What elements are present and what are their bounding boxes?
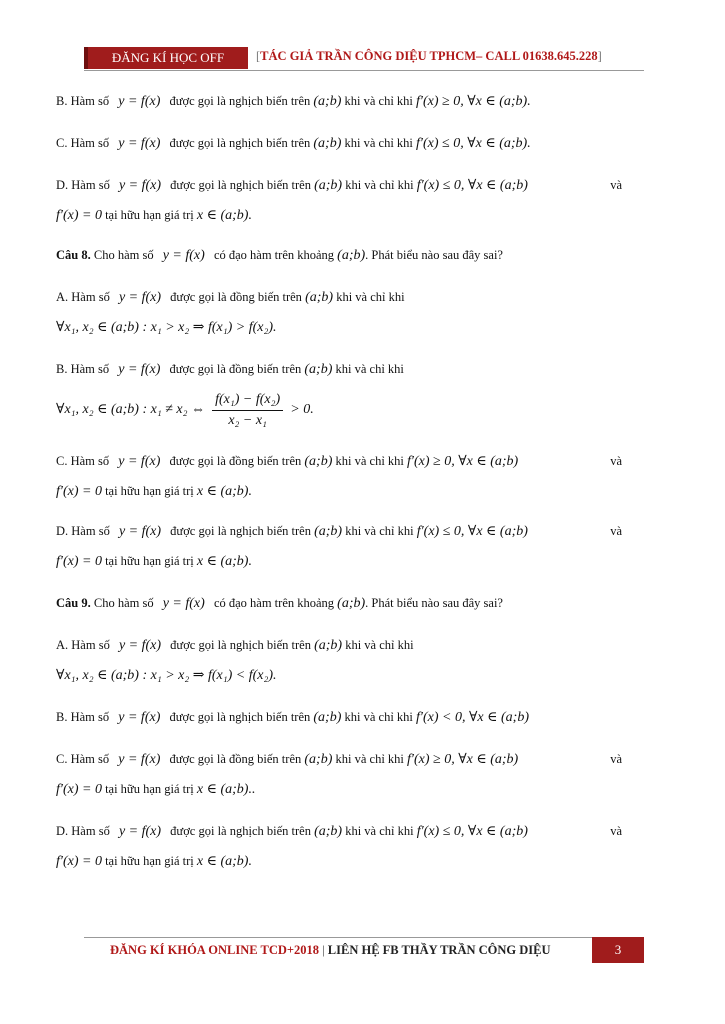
- option-text: khi và chỉ khi: [335, 454, 404, 468]
- q9-option-a: [56, 634, 414, 656]
- math-expr: y = f(x): [118, 178, 162, 193]
- header-bracket-close: ]: [597, 49, 602, 63]
- q9-option-d: [56, 820, 622, 842]
- math-expr: y = f(x): [118, 824, 162, 839]
- q8-option-c: [56, 450, 622, 472]
- option-text: tại hữu hạn giá trị: [105, 208, 194, 222]
- page-header: [84, 47, 644, 71]
- q7-option-d: [56, 174, 622, 196]
- option-text: Hàm số: [71, 524, 110, 538]
- math-expr: (a;b): [314, 824, 343, 839]
- q7-option-d-cont: [56, 204, 252, 226]
- option-text: được gọi là nghịch biến trên: [169, 136, 311, 150]
- option-text: được gọi là đồng biến trên: [169, 454, 302, 468]
- option-text: khi và chỉ khi: [335, 362, 404, 376]
- q9-option-b: [56, 706, 529, 728]
- question-text: Cho hàm số: [93, 596, 154, 610]
- option-text: Hàm số: [71, 178, 110, 192]
- q7-option-c: [56, 132, 531, 154]
- option-letter: B.: [56, 710, 68, 724]
- math-expr: > 0.: [290, 402, 314, 417]
- math-expr: f′(x) = 0: [56, 554, 102, 569]
- question-text: . Phát biểu nào sau đây sai?: [365, 596, 503, 610]
- option-text: được gọi là nghịch biến trên: [169, 710, 311, 724]
- footer-text: [110, 943, 551, 958]
- option-text: khi và chỉ khi: [344, 710, 413, 724]
- math-expr: (a;b): [313, 94, 342, 109]
- math-expr: f′(x) = 0: [56, 208, 102, 223]
- option-text: được gọi là nghịch biến trên: [170, 524, 311, 538]
- math-expr: (a;b): [304, 752, 333, 767]
- math-expr: y = f(x): [162, 596, 205, 611]
- math-expr: f′(x) ≥ 0, ∀x ∈ (a;b): [407, 752, 519, 767]
- math-expr: y = f(x): [162, 248, 205, 263]
- math-expr: y = f(x): [118, 94, 161, 109]
- footer-left: ĐĂNG KÍ KHÓA ONLINE TCD+2018: [110, 943, 320, 957]
- option-text: được gọi là đồng biến trên: [169, 752, 302, 766]
- option-letter: D.: [56, 824, 69, 838]
- math-expr: f′(x) = 0: [56, 484, 102, 499]
- math-expr: (a;b): [337, 596, 366, 611]
- q9-option-d-cont: [56, 850, 252, 872]
- math-expr: (a;b): [313, 136, 342, 151]
- math-expr: f′(x) ≥ 0, ∀x ∈ (a;b): [407, 454, 519, 469]
- option-text: và: [610, 454, 622, 468]
- option-letter: A.: [56, 638, 69, 652]
- header-bracket-open: [: [256, 49, 261, 63]
- math-expr: (a;b): [305, 290, 334, 305]
- option-text: Hàm số: [70, 454, 110, 468]
- math-expr: x ∈ (a;b).: [196, 854, 252, 869]
- math-expr: ∀x₁, x₂ ∈ (a;b) : x₁ > x₂ ⇒ f(x₁) < f(x₂).: [56, 668, 277, 683]
- header-title: TÁC GIẢ TRẦN CÔNG DIỆU TPHCM– CALL 01638.645.228: [260, 49, 598, 63]
- header-title-wrap: [256, 49, 602, 64]
- math-expr: ∀x₁, x₂ ∈ (a;b) : x₁ > x₂ ⇒ f(x₁) > f(x₂).: [56, 320, 277, 335]
- option-text: được gọi là nghịch biến trên: [170, 824, 311, 838]
- fraction: [212, 390, 283, 431]
- q8-option-d-cont: [56, 550, 252, 572]
- math-expr: y = f(x): [118, 362, 161, 377]
- math-expr: f′(x) = 0: [56, 854, 102, 869]
- math-expr: (a;b): [314, 178, 343, 193]
- option-text: và: [610, 524, 622, 538]
- option-text: khi và chỉ khi: [344, 94, 413, 108]
- option-text: tại hữu hạn giá trị: [105, 484, 194, 498]
- footer-right: LIÊN HỆ FB THẦY TRẦN CÔNG DIỆU: [327, 943, 551, 957]
- question-text: . Phát biểu nào sau đây sai?: [365, 248, 503, 262]
- math-expr: f′(x) ≤ 0, ∀x ∈ (a;b): [416, 524, 528, 539]
- math-expr: y = f(x): [118, 638, 162, 653]
- question-text: Cho hàm số: [93, 248, 154, 262]
- page-number: 3: [592, 937, 644, 963]
- option-text: được gọi là nghịch biến trên: [170, 178, 311, 192]
- option-letter: A.: [56, 290, 69, 304]
- option-text: khi và chỉ khi: [345, 524, 414, 538]
- option-text: tại hữu hạn giá trị: [105, 554, 194, 568]
- option-text: và: [610, 824, 622, 838]
- math-expr: x ∈ (a;b)..: [196, 782, 256, 797]
- question-number: Câu 9.: [56, 596, 91, 610]
- q8-option-b-cont: [56, 386, 314, 432]
- option-letter: C.: [56, 454, 68, 468]
- option-text: được gọi là nghịch biến trên: [170, 638, 311, 652]
- q9-option-a-cont: [56, 664, 277, 686]
- math-expr: x ∈ (a;b).: [196, 554, 252, 569]
- q8-option-d: [56, 520, 622, 542]
- q7-option-b: [56, 90, 616, 112]
- option-text: Hàm số: [70, 752, 110, 766]
- math-expr: y = f(x): [118, 136, 161, 151]
- math-expr: x ∈ (a;b).: [196, 484, 252, 499]
- math-expr: y = f(x): [118, 710, 161, 725]
- option-letter: B.: [56, 362, 68, 376]
- option-letter: D.: [56, 178, 69, 192]
- option-text: Hàm số: [71, 638, 110, 652]
- option-text: khi và chỉ khi: [345, 824, 414, 838]
- math-expr: (a;b): [337, 248, 366, 263]
- option-text: được gọi là đồng biến trên: [169, 362, 302, 376]
- header-badge: ĐĂNG KÍ HỌC OFF: [84, 47, 248, 69]
- option-text: Hàm số: [70, 362, 110, 376]
- option-text: được gọi là nghịch biến trên: [169, 94, 311, 108]
- math-expr: f′(x) ≤ 0, ∀x ∈ (a;b): [416, 178, 528, 193]
- option-text: tại hữu hạn giá trị: [105, 782, 194, 796]
- option-text: khi và chỉ khi: [336, 290, 405, 304]
- option-text: và: [610, 178, 622, 192]
- math-expr: (a;b): [304, 454, 333, 469]
- math-expr: x ∈ (a;b).: [196, 208, 252, 223]
- q9-stem: [56, 592, 503, 614]
- page-footer: [84, 937, 644, 963]
- question-number: Câu 8.: [56, 248, 91, 262]
- math-expr: (a;b): [314, 638, 343, 653]
- option-letter: C.: [56, 136, 68, 150]
- math-expr: f′(x) ≤ 0, ∀x ∈ (a;b): [416, 824, 528, 839]
- math-expr: (a;b): [304, 362, 333, 377]
- q8-option-c-cont: [56, 480, 252, 502]
- header-divider: [84, 70, 644, 71]
- option-text: khi và chỉ khi: [344, 136, 413, 150]
- option-text: và: [610, 752, 622, 766]
- q8-option-b: [56, 358, 404, 380]
- option-text: Hàm số: [70, 94, 110, 108]
- question-text: có đạo hàm trên khoảng: [213, 248, 335, 262]
- option-text: khi và chỉ khi: [335, 752, 404, 766]
- option-letter: C.: [56, 752, 68, 766]
- q8-option-a: [56, 286, 405, 308]
- footer-divider: [84, 937, 644, 938]
- math-expr: (a;b): [314, 524, 343, 539]
- q9-option-c-cont: [56, 778, 255, 800]
- option-text: Hàm số: [70, 710, 110, 724]
- option-letter: B.: [56, 94, 68, 108]
- question-text: có đạo hàm trên khoảng: [213, 596, 335, 610]
- footer-separator: |: [322, 943, 325, 957]
- math-expr: ∀x₁, x₂ ∈ (a;b) : x₁ ≠ x₂ ⇔: [56, 402, 205, 417]
- q8-option-a-cont: [56, 316, 277, 338]
- option-letter: D.: [56, 524, 69, 538]
- option-text: được gọi là đồng biến trên: [170, 290, 302, 304]
- fraction-numerator: f(x₁) − f(x₂): [212, 390, 283, 411]
- option-text: Hàm số: [70, 136, 110, 150]
- option-text: tại hữu hạn giá trị: [105, 854, 194, 868]
- math-expr: f′(x) ≥ 0, ∀x ∈ (a;b).: [416, 94, 531, 109]
- math-expr: f′(x) ≤ 0, ∀x ∈ (a;b).: [416, 136, 531, 151]
- q9-option-c: [56, 748, 622, 770]
- q8-stem: [56, 244, 503, 266]
- math-expr: y = f(x): [118, 454, 161, 469]
- option-text: Hàm số: [71, 290, 110, 304]
- option-text: Hàm số: [71, 824, 110, 838]
- math-expr: y = f(x): [118, 752, 161, 767]
- fraction-denominator: x₂ − x₁: [228, 412, 267, 428]
- option-text: khi và chỉ khi: [345, 178, 414, 192]
- option-text: khi và chỉ khi: [345, 638, 414, 652]
- math-expr: (a;b): [313, 710, 342, 725]
- math-expr: f′(x) = 0: [56, 782, 102, 797]
- math-expr: f′(x) < 0, ∀x ∈ (a;b): [416, 710, 529, 725]
- math-expr: y = f(x): [118, 290, 162, 305]
- math-expr: y = f(x): [118, 524, 162, 539]
